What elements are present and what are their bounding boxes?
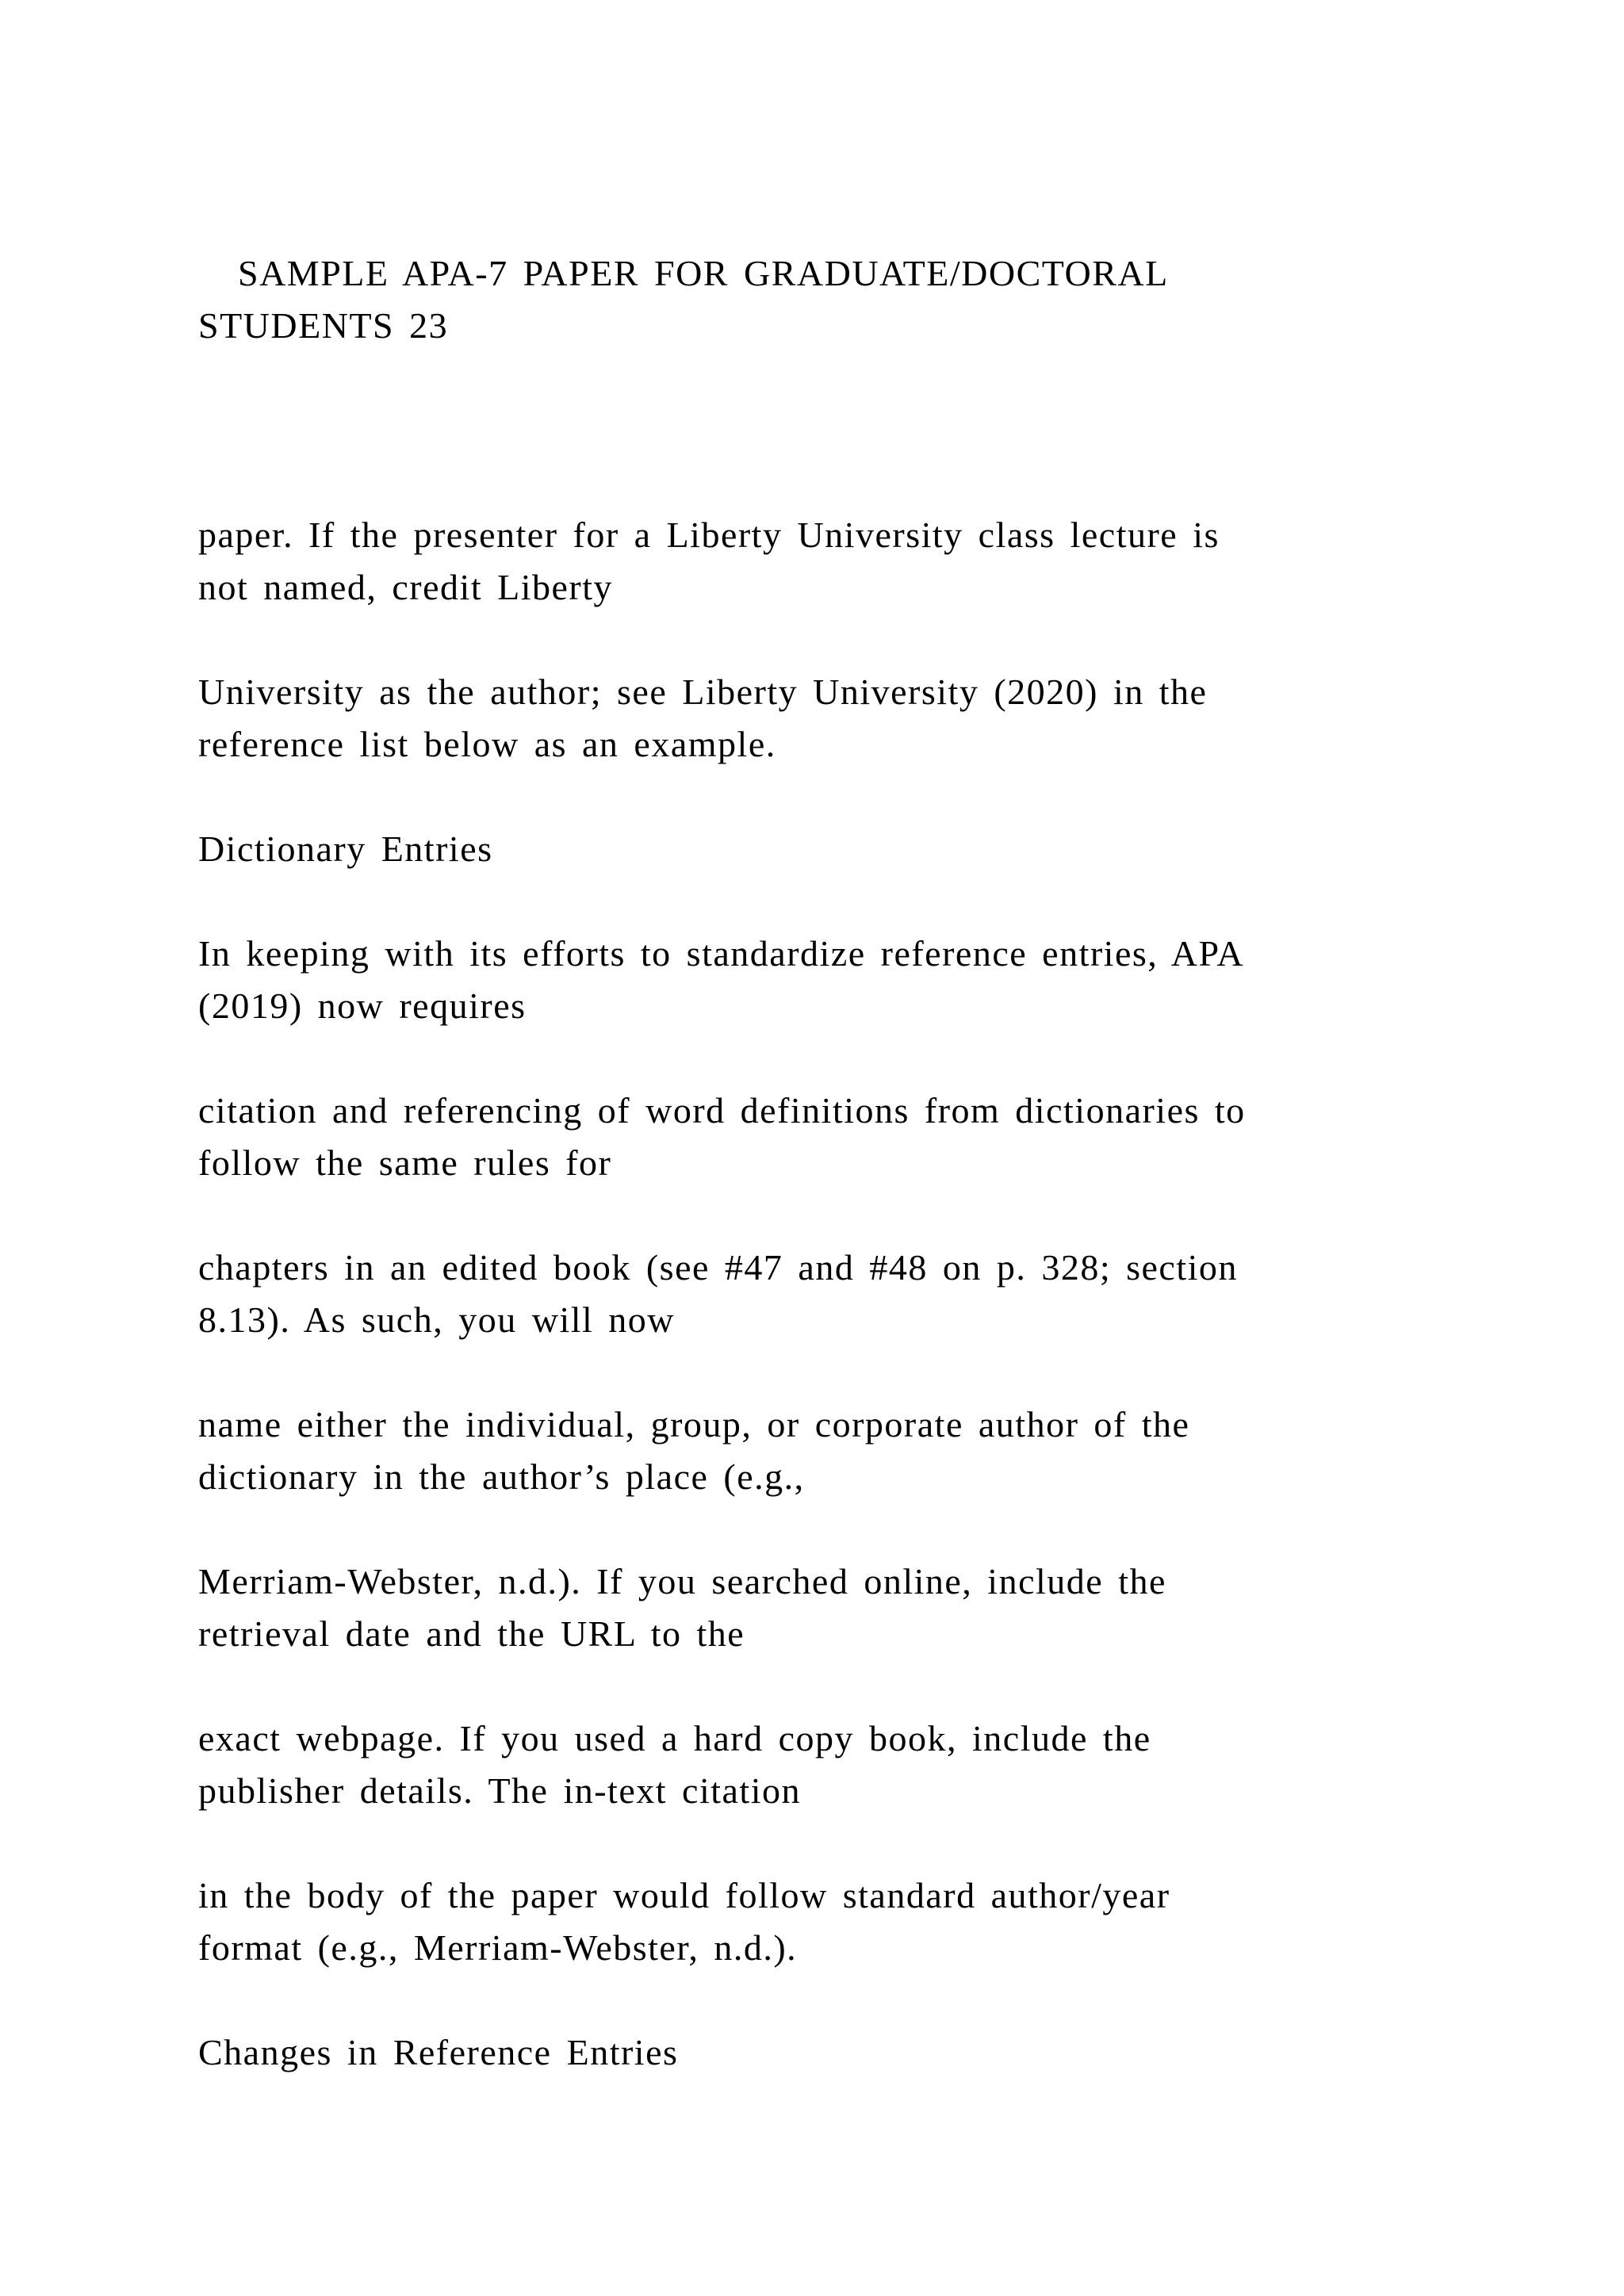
paragraph-3-line-2: (2019) now requires [198,985,527,1026]
paragraph-5-line-1: chapters in an edited book (see #47 and #48 on p. 328; section [198,1247,1238,1288]
paragraph-3-line-1: In keeping with its efforts to standardize reference entries, APA [198,933,1245,974]
paragraph-2-line-1: University as the author; see Liberty University (2020) in the [198,672,1208,712]
paragraph-1-line-1: paper. If the presenter for a Liberty University class lecture is [198,515,1220,555]
paragraph-6-line-1: name either the individual, group, or corporate author of the [198,1404,1190,1445]
paragraph-1-line-2: not named, credit Liberty [198,567,614,607]
paragraph-7-line-2: retrieval date and the URL to the [198,1613,745,1654]
paragraph-4-line-1: citation and referencing of word definitions from dictionaries to [198,1090,1246,1131]
paragraph-2-line-2: reference list below as an example. [198,724,776,764]
paragraph-6-line-2: dictionary in the author’s place (e.g., [198,1456,805,1497]
paragraph-8-line-1: exact webpage. If you used a hard copy book, include the [198,1718,1151,1758]
heading-dictionary-entries: Dictionary Entries [198,828,493,869]
paragraph-7-line-1: Merriam-Webster, n.d.). If you searched online, include the [198,1561,1166,1601]
paragraph-4-line-2: follow the same rules for [198,1142,612,1183]
heading-changes-in-reference-entries: Changes in Reference Entries [198,2032,679,2072]
paragraph-5-line-2: 8.13). As such, you will now [198,1299,675,1340]
paragraph-8-line-2: publisher details. The in-text citation [198,1770,801,1811]
running-head-line-2: STUDENTS 23 [198,305,449,346]
paragraph-9-line-1: in the body of the paper would follow standard author/year [198,1875,1170,1915]
running-head-line-1: SAMPLE APA-7 PAPER FOR GRADUATE/DOCTORAL [238,253,1169,293]
paragraph-9-line-2: format (e.g., Merriam-Webster, n.d.). [198,1927,798,1968]
